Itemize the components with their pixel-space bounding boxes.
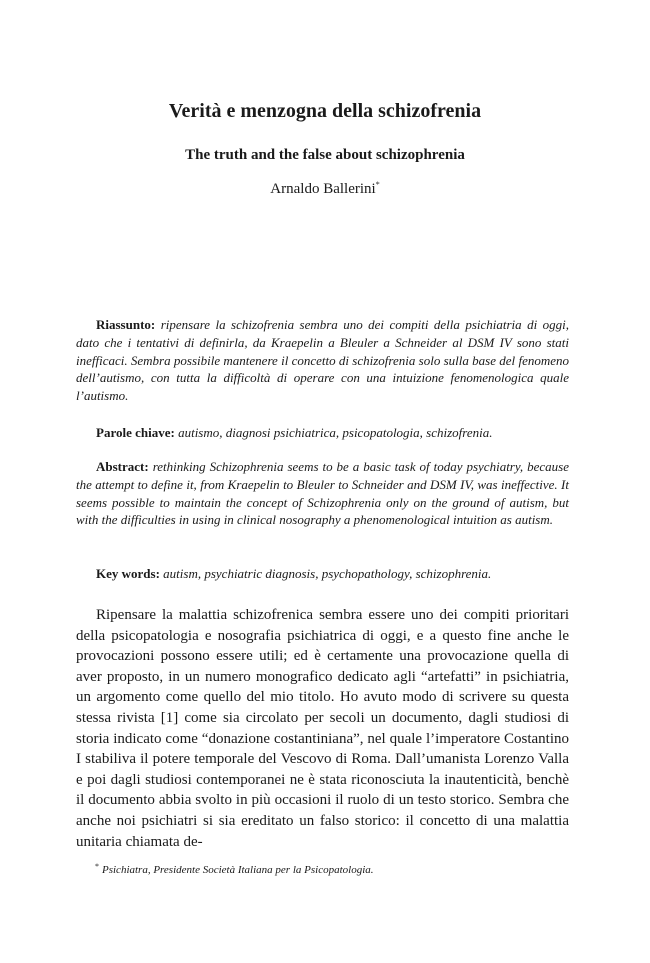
key-words-text: autism, psychiatric diagnosis, psychopathology, schizophrenia. — [163, 566, 492, 581]
body-paragraph: Ripensare la malattia schizofrenica sembra essere uno dei compiti prioritari della psicopatologia e nosografia psichiatrica di oggi, e a questo fine anche le provocazioni possono essere utili; ed è certamente una provocazione quella di aver proposto, in un numero monografico dedicato agli “artefatti” in psichiatria, un argomento come quello del mio titolo. Ho avuto modo di scrivere su questa stessa rivista [1] come sia circolato per secoli un documento, dagli studiosi di storia indicato come “donazione costantiniana”, nel quale l’imperatore Costantino I stabiliva il potere temporale del Vescovo di Roma. Dall’umanista Lorenzo Valla e poi dagli studiosi contemporanei ne è stata riconosciuta la inautenticità, benchè il documento abbia svolto in più occasioni il ruolo di un testo storico. Sembra che anche noi psichiatri si sia ereditato un falso storico: il concetto di una malattia unitaria chiamata de- — [76, 607, 569, 850]
riassunto-paragraph — [76, 316, 569, 405]
abstract-paragraph — [76, 458, 569, 529]
author-footnote-mark: * — [375, 180, 380, 189]
abstract-text: rethinking Schizophrenia seems to be a basic task of today psychiatry, because the attempt to define it, from Kraepelin to Bleuler to Schneider and DSM IV, was ineffective. It seems possible to maintain the concept of Schizophrenia only on the ground of autism, but with the difficulties in using in clinical nosography a phenomenological intuition as autism. — [76, 459, 569, 528]
author-line — [0, 181, 650, 198]
riassunto-text: ripensare la schizofrenia sembra uno dei compiti della psichiatria di oggi, dato che i tentativi di definirla, da Kraepelin a Bleuler a Schneider al DSM IV sono stati inefficaci. Sembra possibile mantenere il concetto di schizofrenia solo sulla base del fenomeno dell’autismo, con tutta la difficoltà di operare con una intuizione fenomenologica quale l’autismo. — [76, 317, 570, 404]
footnote-text: Psichiatra, Presidente Società Italiana per la Psicopatologia. — [102, 864, 374, 876]
key-words-paragraph — [76, 565, 569, 583]
page-subtitle: The truth and the false about schizophrenia — [185, 147, 465, 163]
key-words-label: Key words: — [96, 566, 160, 581]
abstract-label: Abstract: — [96, 459, 149, 474]
page-title: Verità e menzogna della schizofrenia — [168, 100, 482, 122]
parole-chiave-paragraph — [76, 424, 569, 442]
riassunto-label: Riassunto: — [96, 317, 156, 332]
author-name: Arnaldo Ballerini — [270, 181, 376, 197]
footnote — [95, 864, 575, 876]
parole-chiave-label: Parole chiave: — [96, 425, 175, 440]
parole-chiave-text: autismo, diagnosi psichiatrica, psicopatologia, schizofrenia. — [178, 425, 493, 440]
footnote-mark: * — [95, 862, 99, 871]
